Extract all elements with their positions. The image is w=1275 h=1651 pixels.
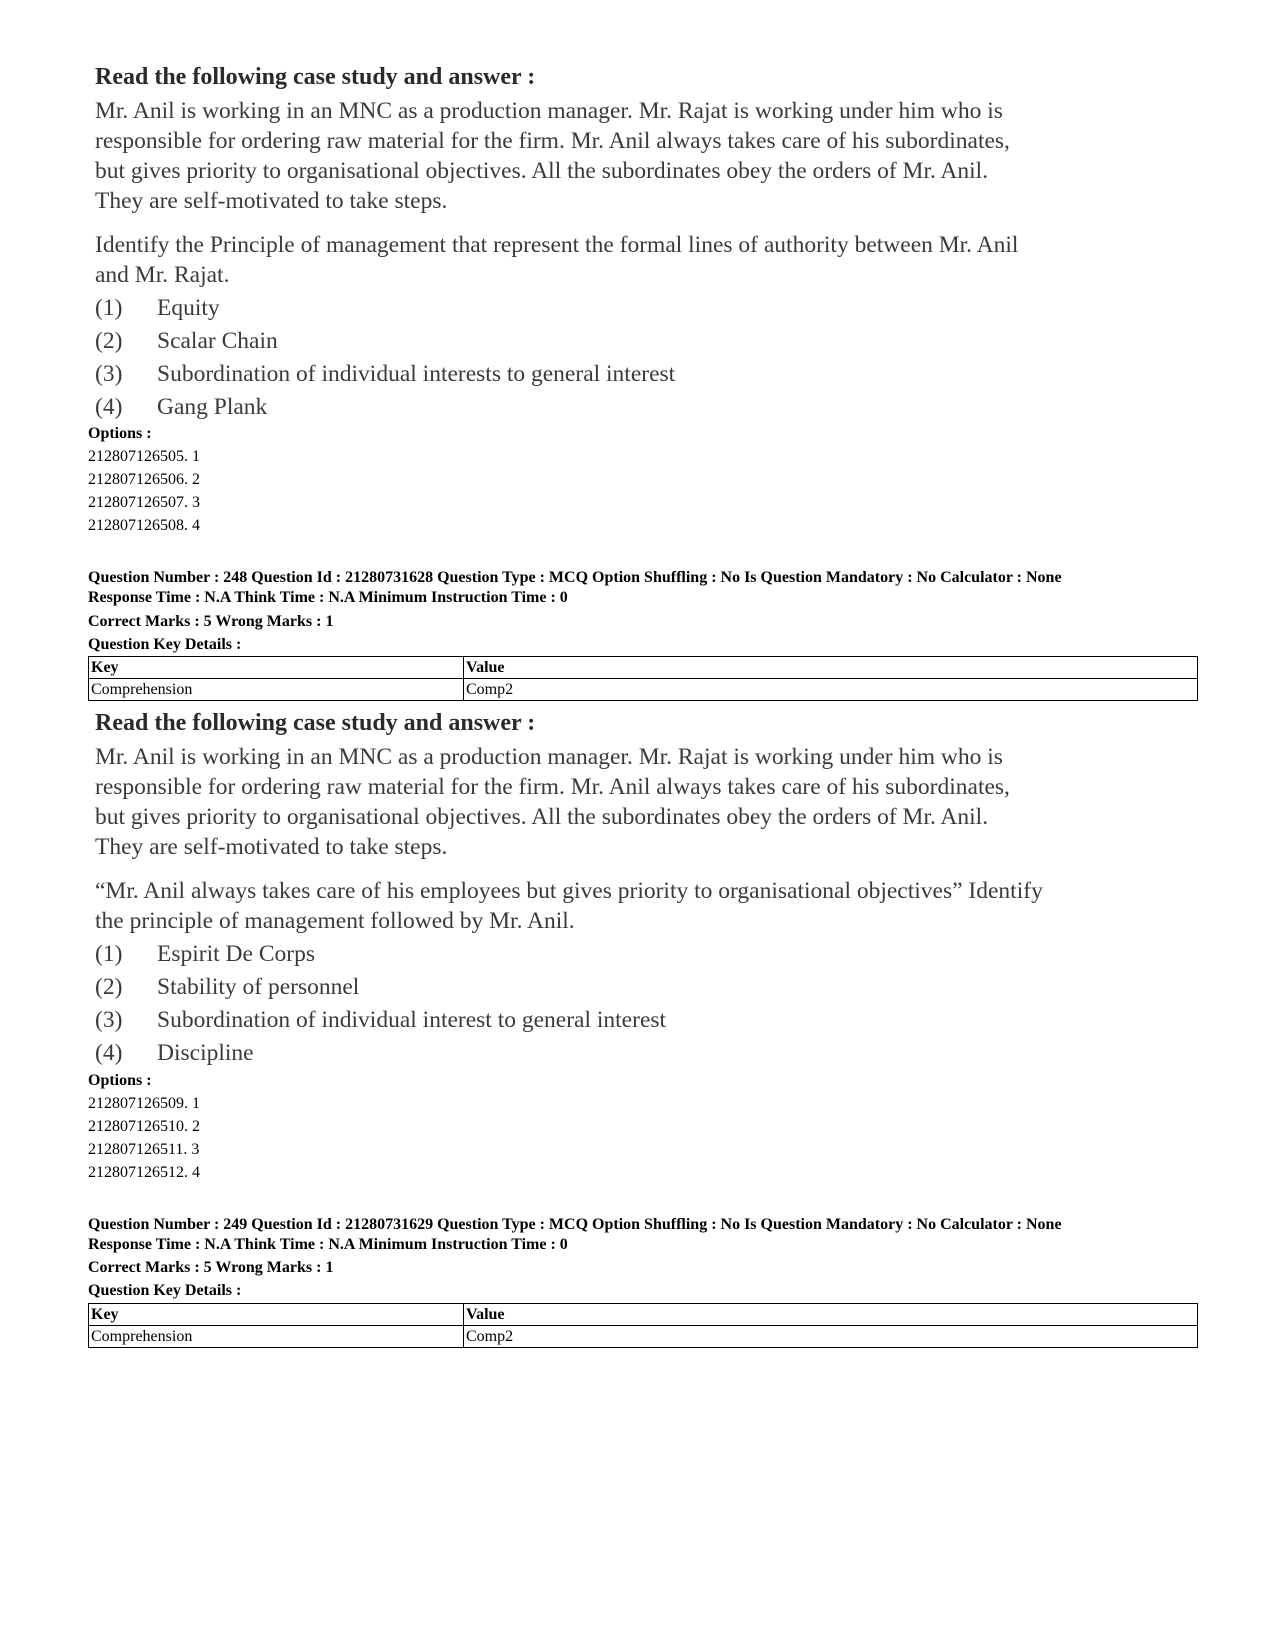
- key-header: Key: [89, 1304, 464, 1326]
- question-key-table: [88, 656, 1198, 701]
- options-section: [88, 422, 1198, 537]
- choice-text: Subordination of individual interests to general interest: [157, 361, 676, 387]
- option-id: 212807126509. 1: [88, 1095, 200, 1112]
- key-header: Key: [89, 657, 464, 679]
- question-info-line: Question Number : 248 Question Id : 21280731628 Question Type : MCQ Option Shuffling : No Is Question Mandatory : No Calculator : None: [88, 569, 1062, 586]
- choice-number: (1): [95, 941, 123, 967]
- choice-item: [95, 938, 1195, 971]
- case-study-line: but gives priority to organisational objectives. All the subordinates obey the orders of Mr. Anil.: [95, 158, 989, 184]
- case-study-heading: Read the following case study and answer :: [95, 64, 536, 90]
- options-section: [88, 1069, 1198, 1184]
- case-study-line: responsible for ordering raw material for the firm. Mr. Anil always takes care of his subordinates,: [95, 128, 1010, 154]
- option-id: 212807126506. 2: [88, 471, 200, 488]
- options-label: Options :: [88, 425, 152, 442]
- key-cell: Comprehension: [89, 679, 464, 701]
- key-details-label: Question Key Details :: [88, 636, 242, 653]
- question-key-table: [88, 1303, 1198, 1348]
- question-248-body: [95, 708, 1195, 1070]
- marks-line: Correct Marks : 5 Wrong Marks : 1: [88, 613, 334, 630]
- question-stem-line: the principle of management followed by Mr. Anil.: [95, 908, 575, 934]
- question-248-marks: [88, 610, 1198, 656]
- value-cell: Comp2: [464, 1326, 1198, 1348]
- choice-text: Scalar Chain: [157, 328, 278, 354]
- question-249-meta: [88, 1215, 1198, 1255]
- value-header: Value: [464, 1304, 1198, 1326]
- table-header-row: [89, 1304, 1198, 1326]
- option-id: 212807126505. 1: [88, 448, 200, 465]
- question-stem-line: and Mr. Rajat.: [95, 262, 230, 288]
- choice-number: (3): [95, 1007, 123, 1033]
- choice-list: [95, 938, 1195, 1070]
- choice-number: (2): [95, 974, 123, 1000]
- choice-text: Espirit De Corps: [157, 941, 315, 967]
- case-study-line: Mr. Anil is working in an MNC as a production manager. Mr. Rajat is working under him who is: [95, 744, 1003, 770]
- question-info-line: Question Number : 249 Question Id : 21280731629 Question Type : MCQ Option Shuffling : No Is Question Mandatory : No Calculator : None: [88, 1216, 1062, 1233]
- option-id: 212807126511. 3: [88, 1141, 200, 1158]
- option-id: 212807126510. 2: [88, 1118, 200, 1135]
- options-label: Options :: [88, 1072, 152, 1089]
- choice-text: Stability of personnel: [157, 974, 360, 1000]
- marks-line: Correct Marks : 5 Wrong Marks : 1: [88, 1259, 334, 1276]
- choice-list: [95, 292, 1195, 424]
- value-cell: Comp2: [464, 679, 1198, 701]
- choice-item: [95, 292, 1195, 325]
- choice-number: (1): [95, 295, 123, 321]
- question-timing-line: Response Time : N.A Think Time : N.A Minimum Instruction Time : 0: [88, 589, 568, 606]
- choice-number: (3): [95, 361, 123, 387]
- question-248-meta: [88, 568, 1198, 608]
- option-id: 212807126507. 3: [88, 494, 200, 511]
- choice-item: [95, 325, 1195, 358]
- case-study-line: responsible for ordering raw material for the firm. Mr. Anil always takes care of his subordinates,: [95, 774, 1010, 800]
- question-stem-line: Identify the Principle of management that represent the formal lines of authority between Mr. Anil: [95, 232, 1019, 258]
- case-study-heading: Read the following case study and answer :: [95, 710, 536, 736]
- case-study-line: They are self-motivated to take steps.: [95, 188, 448, 214]
- choice-text: Subordination of individual interest to general interest: [157, 1007, 667, 1033]
- case-study-line: Mr. Anil is working in an MNC as a production manager. Mr. Rajat is working under him who is: [95, 98, 1003, 124]
- choice-number: (4): [95, 1040, 123, 1066]
- table-header-row: [89, 657, 1198, 679]
- choice-number: (2): [95, 328, 123, 354]
- choice-text: Gang Plank: [157, 394, 268, 420]
- question-stem-line: “Mr. Anil always takes care of his employees but gives priority to organisational objectives” Identify: [95, 878, 1043, 904]
- question-249-marks: [88, 1256, 1198, 1302]
- case-study-line: They are self-motivated to take steps.: [95, 834, 448, 860]
- question-timing-line: Response Time : N.A Think Time : N.A Minimum Instruction Time : 0: [88, 1236, 568, 1253]
- choice-item: [95, 1004, 1195, 1037]
- choice-item: [95, 1037, 1195, 1070]
- option-id: 212807126508. 4: [88, 517, 200, 534]
- value-header: Value: [464, 657, 1198, 679]
- choice-item: [95, 971, 1195, 1004]
- table-row: [89, 1326, 1198, 1348]
- table-row: [89, 679, 1198, 701]
- choice-text: Discipline: [157, 1040, 254, 1066]
- key-cell: Comprehension: [89, 1326, 464, 1348]
- question-247-body: [95, 62, 1195, 424]
- choice-number: (4): [95, 394, 123, 420]
- choice-item: [95, 358, 1195, 391]
- key-details-label: Question Key Details :: [88, 1282, 242, 1299]
- choice-item: [95, 391, 1195, 424]
- option-id: 212807126512. 4: [88, 1164, 200, 1181]
- case-study-line: but gives priority to organisational objectives. All the subordinates obey the orders of Mr. Anil.: [95, 804, 989, 830]
- choice-text: Equity: [157, 295, 220, 321]
